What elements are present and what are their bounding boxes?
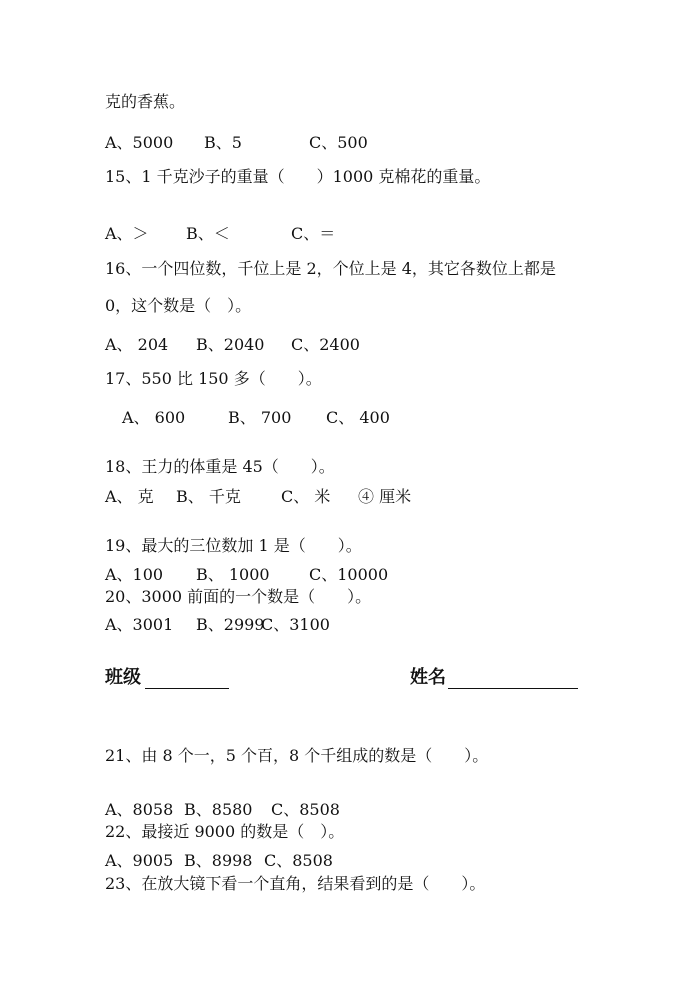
question-18: 18、王力的体重是 45（ ）。 bbox=[105, 457, 335, 476]
question-21: 21、由 8 个一，5 个百，8 个千组成的数是（ ）。 bbox=[105, 746, 489, 765]
name-blank-line bbox=[448, 688, 578, 689]
q15-option-b: B、＜ bbox=[186, 224, 230, 243]
q19-option-a: A、100 bbox=[105, 565, 164, 584]
q22-option-c: C、8508 bbox=[264, 851, 333, 870]
q16-option-a: A、 204 bbox=[105, 335, 169, 354]
question-16-line1: 16、一个四位数，千位上是 2，个位上是 4，其它各数位上都是 bbox=[105, 259, 556, 278]
question-17: 17、550 比 150 多（ ）。 bbox=[105, 369, 322, 388]
q14-option-b: B、5 bbox=[204, 133, 242, 152]
class-blank-line bbox=[145, 688, 229, 689]
question-16-line2: 0，这个数是（ ）。 bbox=[105, 296, 252, 315]
q18-option-c: C、 米 bbox=[281, 487, 331, 506]
q20-option-c: C、3100 bbox=[261, 615, 330, 634]
q22-option-b: B、8998 bbox=[184, 851, 253, 870]
q18-option-b: B、 千克 bbox=[176, 487, 241, 506]
q15-option-a: A、＞ bbox=[105, 224, 149, 243]
q17-option-c: C、 400 bbox=[326, 408, 390, 427]
name-label: 姓名 bbox=[410, 667, 446, 688]
question-22: 22、最接近 9000 的数是（ ）。 bbox=[105, 822, 345, 841]
question-13-tail: 克的香蕉。 bbox=[105, 92, 186, 111]
question-19: 19、最大的三位数加 1 是（ ）。 bbox=[105, 536, 362, 555]
q21-option-a: A、8058 bbox=[105, 800, 174, 819]
q20-option-a: A、3001 bbox=[105, 615, 174, 634]
class-label: 班级 bbox=[105, 667, 141, 688]
q17-option-b: B、 700 bbox=[228, 408, 292, 427]
q15-option-c: C、＝ bbox=[291, 224, 336, 243]
q22-option-a: A、9005 bbox=[105, 851, 174, 870]
q20-option-b: B、2999 bbox=[196, 615, 265, 634]
q16-option-b: B、2040 bbox=[196, 335, 265, 354]
q21-option-b: B、8580 bbox=[184, 800, 253, 819]
q18-option-a: A、 克 bbox=[105, 487, 154, 506]
q21-option-c: C、8508 bbox=[271, 800, 340, 819]
q14-option-a: A、5000 bbox=[105, 133, 174, 152]
q19-option-c: C、10000 bbox=[309, 565, 389, 584]
q19-option-b: B、 1000 bbox=[196, 565, 270, 584]
q17-option-a: A、 600 bbox=[122, 408, 186, 427]
q16-option-c: C、2400 bbox=[291, 335, 360, 354]
q18-option-d: ④ 厘米 bbox=[358, 487, 412, 506]
question-15: 15、1 千克沙子的重量（ ）1000 克棉花的重量。 bbox=[105, 167, 491, 186]
q14-option-c: C、500 bbox=[309, 133, 368, 152]
question-20: 20、3000 前面的一个数是（ ）。 bbox=[105, 587, 372, 606]
question-23: 23、在放大镜下看一个直角，结果看到的是（ ）。 bbox=[105, 874, 486, 893]
